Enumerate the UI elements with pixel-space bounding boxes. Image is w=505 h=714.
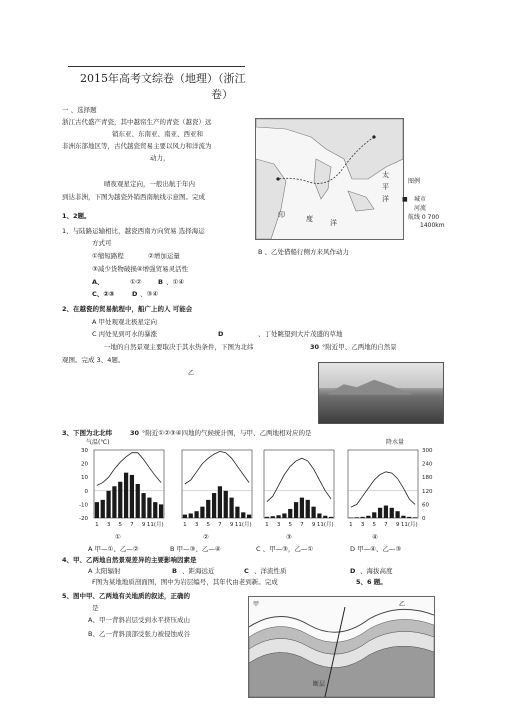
q3-answer: B 甲—③、乙—④ bbox=[170, 545, 221, 553]
precip-bar bbox=[378, 508, 382, 518]
precip-bar bbox=[147, 498, 151, 518]
precip-bar bbox=[265, 517, 269, 518]
month-tick-label: 11(月) bbox=[146, 522, 164, 528]
legend-title: 图例 bbox=[408, 178, 421, 185]
precip-bar bbox=[218, 486, 222, 518]
question-3-mark: 30 bbox=[130, 429, 140, 437]
temp-tick-label: -10 bbox=[79, 502, 88, 509]
month-tick-label: 11(月) bbox=[400, 522, 418, 528]
y-left-label: 气温(℃) bbox=[86, 439, 110, 446]
title-rule bbox=[68, 66, 245, 67]
temp-tick-label: 0 bbox=[84, 488, 88, 495]
q2-lead2: 观图。完成 3、4题。 bbox=[62, 356, 125, 364]
q3-answer: D 甲—④、乙—③ bbox=[350, 545, 402, 553]
climate-charts bbox=[64, 446, 444, 541]
precip-bar bbox=[200, 507, 204, 518]
paragraph-line: 晴夜观星定向，一般出航于年内 bbox=[104, 180, 195, 188]
geologic-profile bbox=[248, 596, 435, 698]
precip-bar bbox=[294, 502, 298, 518]
question-1-cont: 方式可 bbox=[92, 239, 112, 247]
precip-bar bbox=[247, 515, 251, 518]
month-tick-label: 5 bbox=[118, 522, 122, 528]
precip-bar bbox=[271, 516, 275, 518]
q4-option: A 太阳辐射 bbox=[88, 567, 121, 575]
month-tick-label: 9 bbox=[311, 522, 316, 528]
question-5: 5、图中甲、乙两地有关地质的叙述，正确的 bbox=[62, 592, 191, 600]
prec-tick-label: 240 bbox=[422, 461, 433, 468]
precip-bar bbox=[106, 491, 110, 518]
precip-bar bbox=[360, 517, 364, 518]
temp-tick-label: -20 bbox=[79, 516, 88, 522]
paragraph-line: 销东亚、东南亚、南亚、西亚和 bbox=[112, 130, 203, 138]
question-5-cont: 是 bbox=[92, 604, 99, 612]
profile-drawing bbox=[249, 597, 434, 697]
chart-number: ④ bbox=[372, 533, 378, 541]
q4-option: 、距海远近 bbox=[182, 567, 215, 575]
prec-tick-label: 180 bbox=[422, 475, 433, 482]
map-label: 印 bbox=[278, 211, 285, 219]
map-label: 度 bbox=[306, 215, 313, 223]
month-tick-label: 1 bbox=[349, 522, 353, 528]
q4-option: C bbox=[244, 567, 249, 575]
q1-side-option: B 、乙处借船行侧方来风作动力 bbox=[258, 248, 350, 256]
paragraph-line: 1、2题。 bbox=[62, 212, 91, 220]
map-label: 洋 bbox=[330, 219, 337, 227]
q5-option: B、乙一背斜顶部受张力被侵蚀成谷 bbox=[88, 630, 190, 638]
month-tick-label: 9 bbox=[229, 522, 234, 528]
temp-tick-label: 20 bbox=[81, 461, 88, 468]
q1-option: ①缩短路程 bbox=[92, 252, 124, 260]
q2-option: 、丁处眺望到大片茂盛的草地 bbox=[258, 330, 343, 338]
precip-bar bbox=[329, 517, 333, 518]
q4-option: D bbox=[350, 567, 356, 575]
page-title: 2015年高考文综卷（地理）（浙江 bbox=[80, 72, 246, 85]
q4-option: B bbox=[172, 567, 177, 575]
precip-bar bbox=[183, 515, 187, 518]
q2-lead: 一地的自然景观主要取决于其水热条件，下图为北纬 bbox=[104, 343, 254, 351]
chart-number: ③ bbox=[286, 533, 292, 541]
precip-bar bbox=[401, 516, 405, 518]
chart-frame bbox=[264, 450, 334, 518]
precip-bar bbox=[224, 491, 228, 518]
month-tick-label: 11(月) bbox=[316, 522, 334, 528]
precip-bar bbox=[241, 512, 245, 518]
chart-number: ① bbox=[115, 533, 121, 541]
precip-bar bbox=[235, 507, 239, 518]
temperature-line bbox=[185, 451, 249, 484]
month-tick-label: 5 bbox=[372, 522, 376, 528]
precip-bar bbox=[212, 493, 216, 518]
q2-lead-tail: °附近甲、乙两地的自然景 bbox=[322, 343, 397, 351]
precip-bar bbox=[206, 500, 210, 518]
q1-choice: 、③④ bbox=[140, 290, 159, 298]
map-label: 洋 bbox=[382, 195, 389, 203]
paragraph-line: 非洲东部地区等，古代越瓷贸易主要以风力和洋流为 bbox=[62, 142, 212, 150]
q4-option: 、洋流性质 bbox=[254, 567, 287, 575]
q2-option: A 甲处观观北极星定向 bbox=[92, 318, 158, 326]
precip-bar bbox=[141, 493, 145, 518]
month-tick-label: 9 bbox=[395, 522, 400, 528]
precip-bar bbox=[300, 498, 304, 518]
photo-label: 乙 bbox=[188, 370, 195, 377]
precip-bar bbox=[372, 512, 376, 518]
precip-bar bbox=[229, 498, 233, 518]
month-tick-label: 1 bbox=[183, 522, 187, 528]
temperature-line bbox=[267, 458, 331, 502]
q3-answer: C 、甲—③，乙—① bbox=[256, 545, 314, 553]
q1-option: ②增加运量 bbox=[148, 252, 180, 260]
precip-bar bbox=[395, 511, 399, 518]
precip-bar bbox=[136, 484, 140, 518]
precip-bar bbox=[101, 500, 105, 518]
legend-city-icon: ■ bbox=[402, 196, 408, 203]
month-tick-label: 7 bbox=[384, 522, 388, 528]
q1-choice: ①② bbox=[130, 278, 142, 286]
precip-bar bbox=[317, 513, 321, 518]
legend-item: 1400km bbox=[420, 222, 445, 229]
q4-option: 、海拔高度 bbox=[360, 567, 393, 575]
question-3: 3、下图为北北纬 bbox=[62, 429, 113, 437]
precip-bar bbox=[407, 517, 411, 518]
q2-option: C 丙处见到可水的暴涨 bbox=[92, 330, 158, 338]
month-tick-label: 3 bbox=[360, 522, 365, 528]
landscape-photo bbox=[318, 362, 444, 424]
legend-item: 航线 0 700 bbox=[408, 214, 440, 221]
question-1: 1、与陆路运输相比，越瓷西南方向贸易 选择海运 bbox=[62, 227, 205, 235]
y-right-label: 降水量 bbox=[386, 439, 405, 446]
paragraph-line: 到达非洲，下图为越瓷外销西南航线示意图。完成 bbox=[62, 193, 205, 201]
precip-bar bbox=[194, 511, 198, 518]
map-label: 平 bbox=[382, 183, 389, 191]
month-tick-label: 1 bbox=[265, 522, 269, 528]
question-4: 4、甲、乙两地自然景观差异的主要影响因素是 bbox=[62, 556, 197, 564]
q5-option: A、甲一背斜岩层受到水平挤压成山 bbox=[88, 616, 190, 624]
temp-tick-label: 30 bbox=[81, 448, 88, 454]
month-tick-label: 1 bbox=[95, 522, 99, 528]
q1-choice: 、①④ bbox=[166, 278, 185, 286]
month-tick-label: 7 bbox=[130, 522, 134, 528]
paragraph-line: 动力， bbox=[150, 154, 170, 162]
question-2: 2、在越瓷的贸易航程中，船广上的人 可能会 bbox=[62, 305, 193, 313]
month-tick-label: 7 bbox=[300, 522, 304, 528]
q1-choice: B bbox=[158, 278, 163, 286]
q4-lead-tail: 5、6 题。 bbox=[356, 578, 387, 586]
month-tick-label: 3 bbox=[106, 522, 111, 528]
precip-bar bbox=[95, 502, 99, 518]
precip-bar bbox=[189, 513, 193, 518]
q1-choice: C、②③ bbox=[92, 290, 115, 298]
q3-answer: A 甲—①、乙—② bbox=[88, 545, 139, 553]
precip-bar bbox=[124, 473, 128, 518]
precip-bar bbox=[390, 508, 394, 518]
month-tick-label: 3 bbox=[194, 522, 199, 528]
precip-bar bbox=[384, 506, 388, 518]
month-tick-label: 5 bbox=[206, 522, 210, 528]
month-tick-label: 11(月) bbox=[234, 522, 252, 528]
precip-bar bbox=[112, 486, 116, 518]
prec-tick-label: 0 bbox=[422, 516, 426, 522]
precip-bar bbox=[288, 509, 292, 518]
q1-choice: D bbox=[132, 290, 138, 298]
prec-tick-label: 120 bbox=[422, 488, 433, 495]
chart-frame bbox=[182, 450, 252, 518]
page-title-line2: 卷） bbox=[211, 88, 233, 101]
chart-frame bbox=[348, 450, 418, 518]
precip-bar bbox=[413, 517, 417, 518]
route-map bbox=[255, 118, 404, 240]
map-label: 太 bbox=[382, 171, 389, 179]
month-tick-label: 9 bbox=[141, 522, 146, 528]
chart-number: ② bbox=[203, 533, 209, 541]
precip-bar bbox=[282, 513, 286, 518]
month-tick-label: 5 bbox=[288, 522, 292, 528]
precip-bar bbox=[311, 507, 315, 518]
temperature-line bbox=[97, 453, 161, 486]
q1-option: ③减少货物破损④增强贸易灵活性 bbox=[92, 265, 189, 273]
precip-bar bbox=[130, 475, 134, 518]
profile-label: 乙 bbox=[399, 601, 406, 608]
profile-label: 甲 bbox=[253, 601, 260, 608]
precip-bar bbox=[366, 516, 370, 518]
q1-choice: A、 bbox=[92, 278, 104, 286]
legend-item: 城市 bbox=[414, 196, 427, 203]
month-tick-label: 3 bbox=[276, 522, 281, 528]
legend-item: 河流 bbox=[414, 205, 427, 212]
precip-bar bbox=[323, 516, 327, 518]
prec-tick-label: 60 bbox=[422, 502, 429, 509]
precip-bar bbox=[355, 517, 359, 518]
prec-tick-label: 300 bbox=[422, 448, 433, 454]
question-3-cont: °附近①②③④四地的气候统计图，与甲、乙两地相对应的是 bbox=[142, 429, 312, 437]
precip-bar bbox=[159, 504, 163, 518]
q2-option: D bbox=[218, 330, 224, 338]
profile-label: 断层 bbox=[313, 681, 326, 688]
month-tick-label: 7 bbox=[218, 522, 222, 528]
precip-bar bbox=[118, 482, 122, 518]
precip-bar bbox=[276, 515, 280, 518]
paragraph-line: 浙江古代盛产青瓷，其中越窑生产的青瓷（越瓷）远 bbox=[62, 118, 212, 126]
temp-tick-label: 10 bbox=[81, 475, 88, 482]
q2-lead-mark: 30 bbox=[310, 343, 320, 351]
temperature-line bbox=[351, 472, 415, 507]
q4-lead: F图为某地地质剖面图，图中为岩层编号，其年代由老到新。完成 bbox=[92, 578, 278, 586]
section-heading: 一 、选择题 bbox=[62, 106, 97, 114]
precip-bar bbox=[153, 502, 157, 518]
precip-bar bbox=[306, 500, 310, 518]
